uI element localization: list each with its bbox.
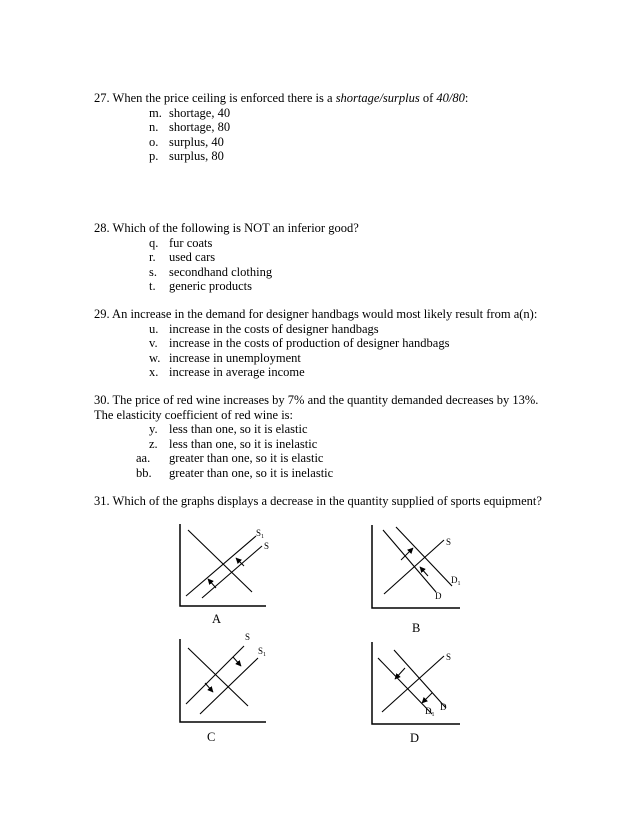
option-marker: r. xyxy=(149,250,156,264)
graph-d-demand-line xyxy=(394,650,446,708)
option-text: increase in the costs of designer handbags xyxy=(169,321,379,336)
option-text: secondhand clothing xyxy=(169,264,273,279)
option-marker: t. xyxy=(149,279,156,293)
graph-c-s-label: S xyxy=(245,632,251,642)
graph-c-title: C xyxy=(207,730,216,744)
option-marker: aa. xyxy=(136,451,151,465)
option-text: increase in the costs of production of designer handbags xyxy=(169,336,450,350)
stem-emphasis: 40/80 xyxy=(436,91,465,105)
question-29-stem: 29. An increase in the demand for designer handbags would most likely result from a(n): xyxy=(94,307,538,321)
graph-a-shift-arrow xyxy=(208,579,216,588)
option-marker: s. xyxy=(149,264,157,279)
graph-a-supply-line xyxy=(202,546,262,598)
stem-text: of xyxy=(419,91,437,105)
graph-c-supply-shift-line xyxy=(200,658,258,714)
graph-d-d-label: D xyxy=(440,702,447,712)
option-marker: u. xyxy=(149,321,159,336)
option-text: less than one, so it is inelastic xyxy=(169,436,318,451)
question-30-stem-line1: 30. The price of red wine increases by 7% and the quantity demanded decreases by 13%. xyxy=(94,393,539,407)
option-marker: w. xyxy=(149,350,161,365)
option-marker: p. xyxy=(149,149,159,163)
graph-a-supply-shift-line xyxy=(186,536,256,596)
option-text: shortage, 80 xyxy=(169,120,231,134)
option-marker: m. xyxy=(149,105,162,120)
graph-c-axes xyxy=(180,639,266,722)
graph-a-title: A xyxy=(212,612,222,626)
option-marker: y. xyxy=(149,422,158,436)
graph-b-title: B xyxy=(412,621,421,635)
graph-d-s-label: S xyxy=(446,652,452,662)
graph-c-s1-label: $S_1$ xyxy=(258,646,267,658)
question-30-stem-line2: The elasticity coefficient of red wine is: xyxy=(94,407,293,422)
option-marker: o. xyxy=(149,134,159,149)
option-text: surplus, 40 xyxy=(169,134,224,149)
question-31-stem: 31. Which of the graphs displays a decrease in the quantity supplied of sports equipment? xyxy=(94,494,542,508)
option-text: surplus, 80 xyxy=(169,149,224,163)
option-marker: x. xyxy=(149,365,159,379)
option-text: shortage, 40 xyxy=(169,105,231,120)
option-marker: n. xyxy=(149,120,159,134)
graph-a-s1-label: $S_1$ xyxy=(256,528,265,540)
graph-d-shift-arrow xyxy=(395,668,405,679)
graph-b-s-label: S xyxy=(446,537,452,547)
graph-c-shift-arrow xyxy=(233,657,241,666)
option-text: used cars xyxy=(169,250,216,264)
option-marker: bb. xyxy=(136,465,152,480)
option-text: greater than one, so it is elastic xyxy=(169,451,324,465)
graph-d-shift-arrow xyxy=(422,693,432,703)
graph-b-d1-label: $D_1$ xyxy=(451,575,461,587)
graph-c-shift-arrow xyxy=(205,683,213,692)
option-text: increase in average income xyxy=(169,365,305,379)
graph-a[interactable] xyxy=(180,524,266,606)
option-marker: q. xyxy=(149,235,159,250)
option-text: fur coats xyxy=(169,235,213,250)
option-text: less than one, so it is elastic xyxy=(169,422,308,436)
graph-c[interactable] xyxy=(180,639,266,722)
option-text: generic products xyxy=(169,279,252,293)
graph-a-s-label: S xyxy=(264,541,270,551)
graph-d-title: D xyxy=(410,731,420,745)
option-text: greater than one, so it is inelastic xyxy=(169,465,334,480)
option-marker: v. xyxy=(149,336,158,350)
graph-d-d1-label: $D_1$ xyxy=(425,706,435,718)
stem-text: 27. When the price ceiling is enforced there is a xyxy=(94,91,336,105)
graph-d-supply-line xyxy=(382,656,444,712)
graph-d-demand-shift-line xyxy=(378,658,432,714)
question-28-stem: 28. Which of the following is NOT an inferior good? xyxy=(94,221,359,235)
option-marker: z. xyxy=(149,436,158,451)
stem-text: : xyxy=(464,91,469,105)
stem-emphasis: shortage/surplus xyxy=(335,91,420,105)
option-text: increase in unemployment xyxy=(169,350,301,365)
graph-b-d-label: D xyxy=(435,591,442,601)
